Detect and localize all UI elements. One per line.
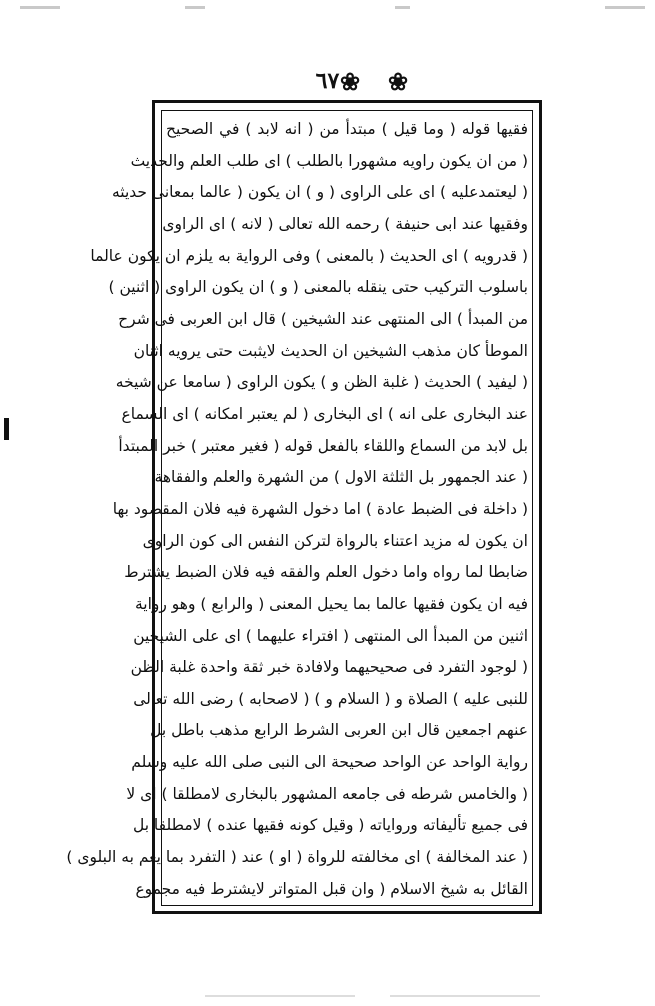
scan-edge-mark	[20, 6, 60, 9]
text-line: بل لابد من السماع واللقاء بالفعل قوله ( فغير معتبر ) خبر المبتدأ	[118, 436, 528, 455]
text-line: ( داخلة فى الضبط عادة ) اما دخول الشهرة فيه فلان المقصود بها	[112, 499, 528, 518]
text-line: ( ليعتمدعليه ) اى على الراوى ( و ) ان يكون ( عالما بمعانى حديثه	[111, 183, 528, 202]
text-line: فيه ان يكون فقيها عالما بما يحيل المعنى ( والرابع ) وهو رواية	[134, 594, 528, 613]
text-line: فى جميع تأليفاته ورواياته ( وقيل كونه فقيها عنده ) لامطلقا بل	[132, 816, 528, 835]
scan-edge-mark	[390, 995, 540, 997]
text-line: ( من ان يكون راويه مشهورا بالطلب ) اى طلب العلم والحديث	[130, 151, 528, 170]
scan-edge-mark	[605, 6, 645, 9]
text-line: ( عند الجمهور بل الثلثة الاول ) من الشهرة والعلم والفقاهة	[154, 468, 528, 487]
text-line: للنبى عليه ) الصلاة و ( السلام و ) ( لاصحابه ) رضى الله تعالى	[133, 689, 528, 708]
text-line: اثنين من المبدأ الى المنتهى ( افتراء عليهما ) اى على الشيخين	[133, 626, 528, 645]
text-line: ( والخامس شرطه فى جامعه المشهور بالبخارى لامطلقا ) اى لا	[126, 784, 528, 803]
text-line: القائل به شيخ الاسلام ( وان قبل المتواتر لايشترط فيه مجموع	[135, 879, 528, 898]
text-line: عنهم اجمعين قال ابن العربى الشرط الرابع مذهب باطل بل	[150, 721, 528, 740]
scan-edge-mark	[205, 995, 355, 997]
page-number: ٦٧	[315, 68, 340, 94]
text-line: ( عند المخالفة ) اى مخالفته للرواة ( او ) عند ( التفرد بما يعم به البلوى )	[66, 848, 528, 867]
page-header	[0, 64, 655, 104]
text-line: ( لوجود التفرد فى صحيحيهما ولافادة خبر ثقة واحدة غلبة الظن	[130, 658, 528, 677]
scan-edge-mark	[395, 6, 410, 9]
text-line: ان يكون له مزيد اعتناء بالرواة لتركن النفس الى كون الراوى	[142, 531, 528, 550]
text-line: عند البخارى على انه ) اى البخارى ( لم يعتبر امكانه ) اى السماع	[121, 404, 528, 423]
ornament-right-icon: ❀	[388, 67, 409, 96]
text-line: رواية الواحد عن الواحد صحيحة الى النبى صلى الله عليه وسلم	[131, 753, 528, 772]
text-line: من المبدأ ) الى المنتهى عند الشيخين ) قال ابن العربى فى شرح	[118, 309, 528, 328]
text-body	[66, 116, 528, 902]
text-line: الموطأ كان مذهب الشيخين ان الحديث لايثبت حتى يرويه اثنان	[133, 341, 528, 360]
text-line: ( قدرويه ) اى الحديث ( بالمعنى ) وفى الرواية به يلزم ان يكون عالما	[90, 246, 528, 265]
text-line: باسلوب التركيب حتى ينقله بالمعنى ( و ) ان يكون الراوى ( اثنين )	[108, 278, 528, 297]
text-line: فقيها قوله ( وما قيل ) مبتدأ من ( انه لابد ) في الصحيح	[166, 120, 528, 138]
text-line: ضابطا لما رواه واما دخول العلم والفقه فيه فلان الضبط يشترط	[124, 563, 528, 582]
ornament-left-icon: ❀	[340, 67, 361, 96]
margin-mark	[4, 418, 9, 440]
scan-edge-mark	[185, 6, 205, 9]
text-line: ( ليفيد ) الحديث ( غلبة الظن و ) يكون الراوى ( سامعا عن شيخه	[115, 373, 528, 392]
text-line: وفقيها عند ابى حنيفة ) رحمه الله تعالى ( لانه ) اى الراوى	[162, 214, 528, 233]
